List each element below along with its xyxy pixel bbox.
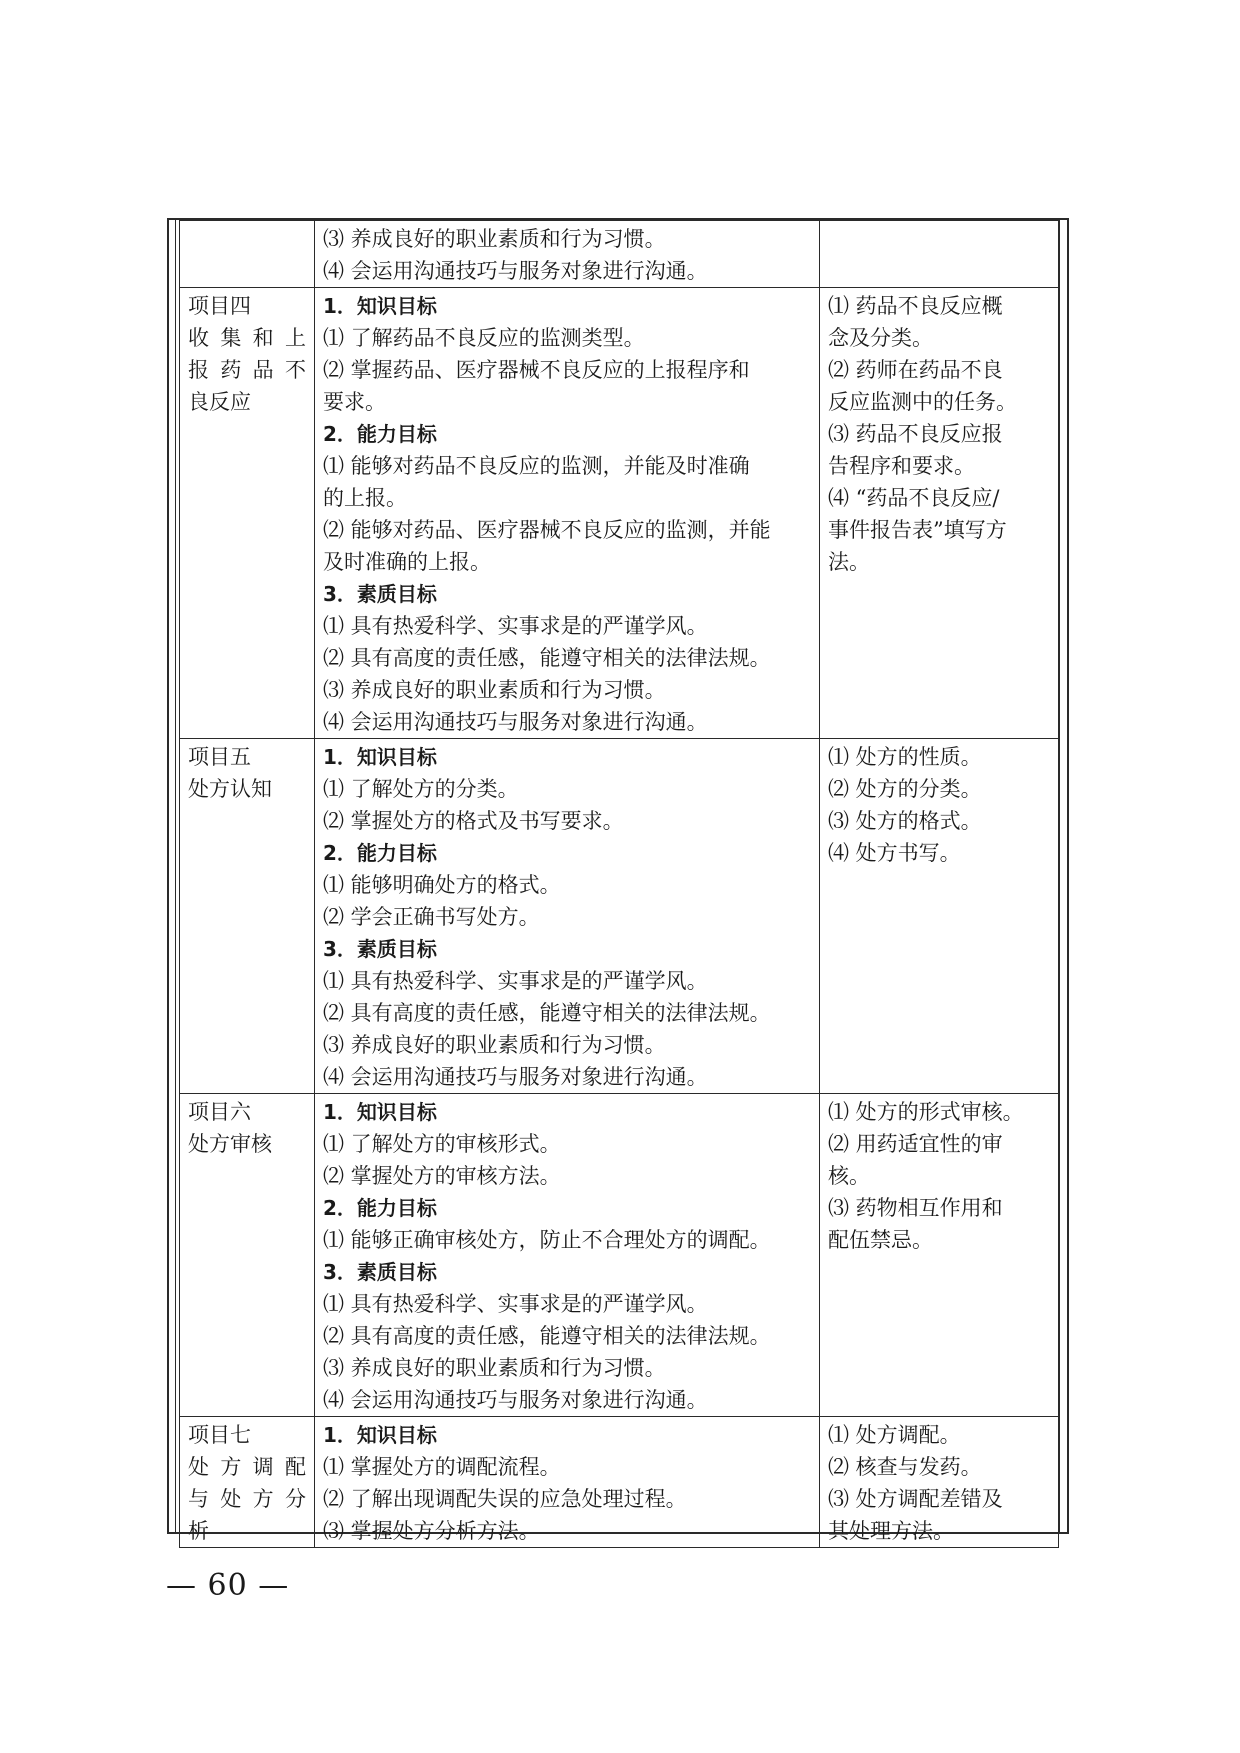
- objective-heading: 2．能力目标: [323, 841, 437, 865]
- objective-item: 要求。: [323, 390, 386, 414]
- objectives-cell: [315, 1094, 820, 1417]
- objectives-cell: [315, 221, 820, 288]
- content-cell: [820, 1417, 1059, 1548]
- objective-heading: 3．素质目标: [323, 1260, 437, 1284]
- table-row: [180, 288, 1059, 739]
- content-cell: [820, 288, 1059, 739]
- objective-item: ⑴ 能够正确审核处方，防止不合理处方的调配。: [323, 1228, 771, 1252]
- table-right-double-line: [1059, 218, 1060, 1534]
- content-item: ⑵ 核查与发药。: [828, 1455, 982, 1479]
- content-item: 念及分类。: [828, 326, 933, 350]
- objectives-cell: [315, 288, 820, 739]
- project-name-line: 项目五: [188, 745, 251, 769]
- objective-item: ⑷ 会运用沟通技巧与服务对象进行沟通。: [323, 1388, 708, 1412]
- objective-item: ⑴ 能够明确处方的格式。: [323, 873, 561, 897]
- objective-item: ⑷ 会运用沟通技巧与服务对象进行沟通。: [323, 259, 708, 283]
- objective-item: ⑴ 具有热爱科学、实事求是的严谨学风。: [323, 1292, 708, 1316]
- content-item: ⑵ 用药适宜性的审: [828, 1132, 1003, 1156]
- objective-item: ⑴ 了解药品不良反应的监测类型。: [323, 326, 645, 350]
- content-item: 事件报告表”填写方: [828, 518, 1007, 542]
- table-row: [180, 221, 1059, 288]
- objective-item: ⑵ 具有高度的责任感，能遵守相关的法律法规。: [323, 1001, 771, 1025]
- content-item: ⑴ 处方的性质。: [828, 745, 982, 769]
- objective-item: ⑵ 掌握药品、医疗器械不良反应的上报程序和: [323, 358, 750, 382]
- objective-item: ⑴ 了解处方的分类。: [323, 777, 519, 801]
- objective-item: ⑶ 养成良好的职业素质和行为习惯。: [323, 678, 666, 702]
- project-cell: [180, 288, 315, 739]
- course-table-body: [180, 221, 1059, 1548]
- project-cell: [180, 739, 315, 1094]
- content-cell: [820, 1094, 1059, 1417]
- content-item: ⑴ 处方的形式审核。: [828, 1100, 1024, 1124]
- content-item: ⑴ 药品不良反应概: [828, 294, 1003, 318]
- objective-item: ⑵ 掌握处方的格式及书写要求。: [323, 809, 624, 833]
- objectives-cell: [315, 1417, 820, 1548]
- content-item: ⑴ 处方调配。: [828, 1423, 961, 1447]
- objective-item: ⑶ 养成良好的职业素质和行为习惯。: [323, 1033, 666, 1057]
- project-name-line: 收 集 和 上: [188, 326, 306, 350]
- project-name-line: 与 处 方 分: [188, 1487, 306, 1511]
- project-name-line: 报 药 品 不: [188, 358, 306, 382]
- objective-heading: 2．能力目标: [323, 422, 437, 446]
- project-cell: [180, 221, 315, 288]
- objective-item: ⑴ 了解处方的审核形式。: [323, 1132, 561, 1156]
- project-name-line: 项目六: [188, 1100, 251, 1124]
- project-name-line: 良反应: [188, 390, 251, 414]
- project-name-line: 处方审核: [188, 1132, 272, 1156]
- table-left-double-line: [175, 218, 176, 1534]
- project-cell: [180, 1094, 315, 1417]
- content-item: 其处理方法。: [828, 1519, 954, 1543]
- objective-heading: 3．素质目标: [323, 937, 437, 961]
- table-row: [180, 1094, 1059, 1417]
- objective-heading: 1．知识目标: [323, 294, 437, 318]
- content-cell: [820, 221, 1059, 288]
- objective-item: ⑷ 会运用沟通技巧与服务对象进行沟通。: [323, 710, 708, 734]
- objective-item: ⑶ 养成良好的职业素质和行为习惯。: [323, 227, 666, 251]
- objective-heading: 3．素质目标: [323, 582, 437, 606]
- objective-item: 及时准确的上报。: [323, 550, 491, 574]
- content-item: 法。: [828, 550, 870, 574]
- content-item: ⑷ “药品不良反应/: [828, 486, 1000, 510]
- objective-heading: 1．知识目标: [323, 1100, 437, 1124]
- objective-item: ⑵ 具有高度的责任感，能遵守相关的法律法规。: [323, 1324, 771, 1348]
- objective-item: ⑴ 具有热爱科学、实事求是的严谨学风。: [323, 969, 708, 993]
- objective-item: ⑵ 学会正确书写处方。: [323, 905, 540, 929]
- content-item: 告程序和要求。: [828, 454, 975, 478]
- content-item: ⑷ 处方书写。: [828, 841, 961, 865]
- project-name-line: 析: [188, 1519, 209, 1543]
- project-name-line: 项目七: [188, 1423, 251, 1447]
- course-objectives-table: [179, 220, 1059, 1548]
- content-item: 反应监测中的任务。: [828, 390, 1017, 414]
- objective-item: ⑵ 能够对药品、医疗器械不良反应的监测，并能: [323, 518, 771, 542]
- project-name-line: 项目四: [188, 294, 251, 318]
- content-item: 核。: [828, 1164, 870, 1188]
- project-name-line: 处 方 调 配: [188, 1455, 306, 1479]
- objective-item: ⑴ 能够对药品不良反应的监测，并能及时准确: [323, 454, 750, 478]
- objective-item: ⑴ 具有热爱科学、实事求是的严谨学风。: [323, 614, 708, 638]
- project-name-line: 处方认知: [188, 777, 272, 801]
- objective-item: ⑶ 养成良好的职业素质和行为习惯。: [323, 1356, 666, 1380]
- content-item: ⑵ 处方的分类。: [828, 777, 982, 801]
- table-row: [180, 1417, 1059, 1548]
- content-item: ⑶ 药品不良反应报: [828, 422, 1003, 446]
- objective-heading: 1．知识目标: [323, 1423, 437, 1447]
- page-number: — 60 —: [166, 1568, 290, 1603]
- content-item: ⑶ 处方的格式。: [828, 809, 982, 833]
- objective-heading: 2．能力目标: [323, 1196, 437, 1220]
- content-item: 配伍禁忌。: [828, 1228, 933, 1252]
- content-item: ⑵ 药师在药品不良: [828, 358, 1003, 382]
- content-item: ⑶ 处方调配差错及: [828, 1487, 1003, 1511]
- objective-item: 的上报。: [323, 486, 407, 510]
- objective-item: ⑵ 具有高度的责任感，能遵守相关的法律法规。: [323, 646, 771, 670]
- objective-item: ⑴ 掌握处方的调配流程。: [323, 1455, 561, 1479]
- table-row: [180, 739, 1059, 1094]
- objective-item: ⑶ 掌握处方分析方法。: [323, 1519, 540, 1543]
- project-cell: [180, 1417, 315, 1548]
- objective-item: ⑵ 了解出现调配失误的应急处理过程。: [323, 1487, 687, 1511]
- objective-item: ⑵ 掌握处方的审核方法。: [323, 1164, 561, 1188]
- objective-heading: 1．知识目标: [323, 745, 437, 769]
- objective-item: ⑷ 会运用沟通技巧与服务对象进行沟通。: [323, 1065, 708, 1089]
- objectives-cell: [315, 739, 820, 1094]
- content-item: ⑶ 药物相互作用和: [828, 1196, 1003, 1220]
- content-cell: [820, 739, 1059, 1094]
